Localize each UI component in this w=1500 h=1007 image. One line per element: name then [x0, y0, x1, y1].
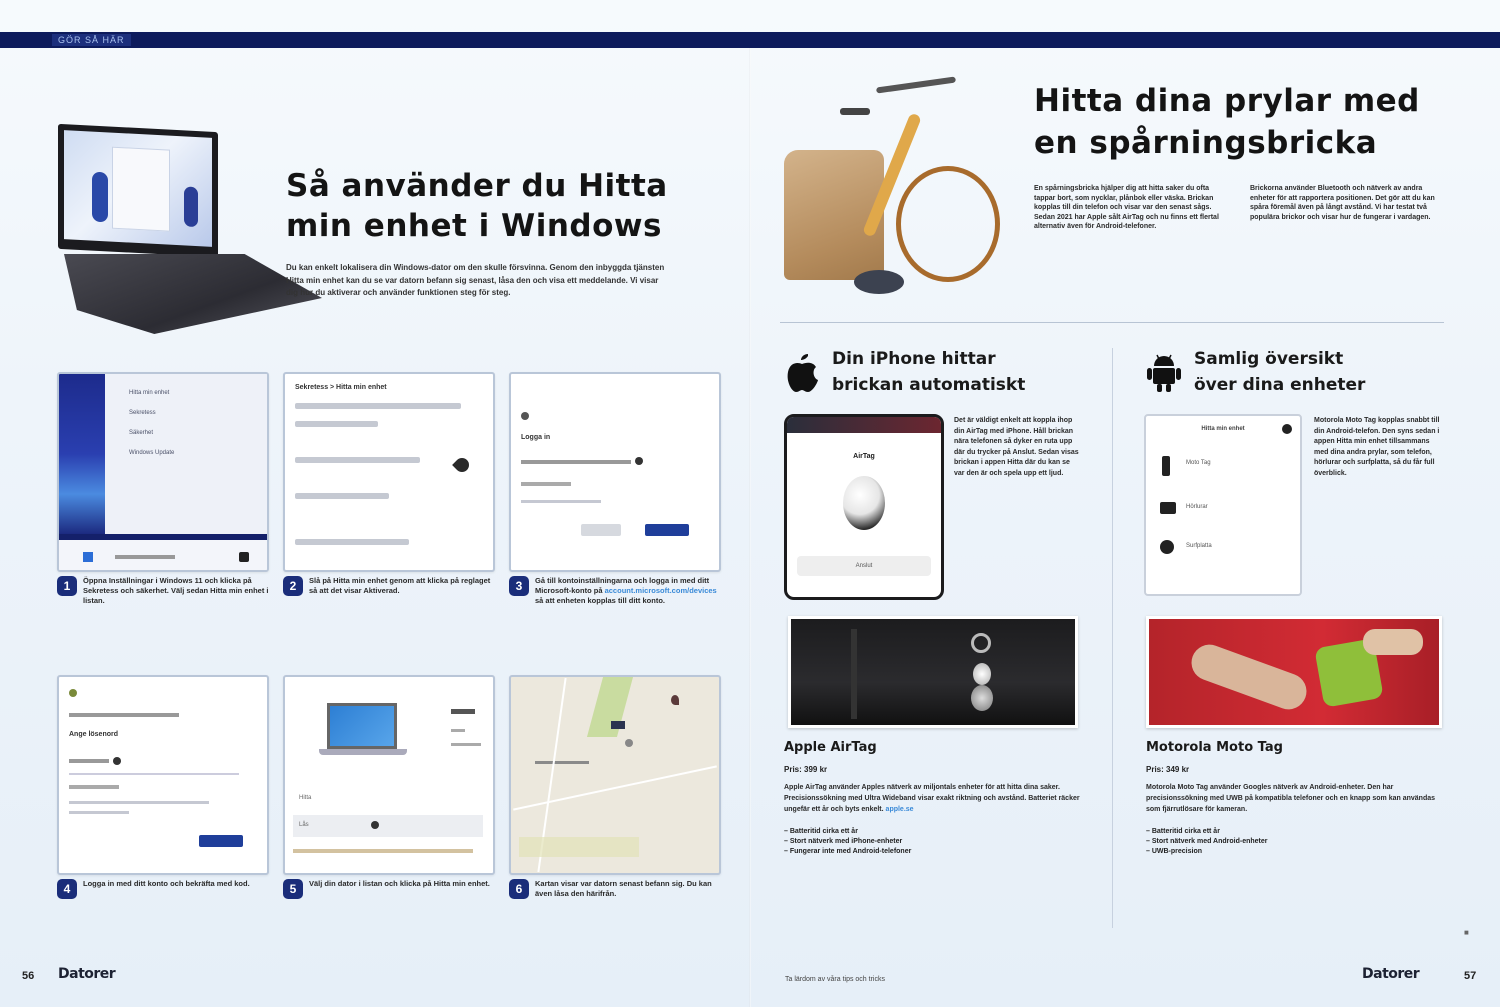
step-1-caption	[57, 576, 269, 606]
apple-airtag-product	[784, 740, 1084, 857]
product-price: Pris: 399 kr	[784, 765, 828, 774]
step-caption-text: Kartan visar var datorn senast befann sig. Du kan även låsa den härifrån.	[535, 879, 712, 898]
step-4-caption	[57, 879, 269, 899]
step-5-screenshot	[283, 675, 495, 875]
product-description: Motorola Moto Tag använder Googles nätverk av Android-enheter. Den har precisionssökning med UWB på kompatibla telefoner och en knapp som kan användas som fjärrutlösare för kameran.	[1146, 784, 1436, 813]
step-number-badge: 3	[509, 576, 529, 596]
step-3-screenshot	[509, 372, 721, 572]
step-caption-text: Öppna Inställningar i Windows 11 och klicka på Sekretess och säkerhet. Välj sedan Hitta min enhet i listan.	[83, 576, 269, 605]
step-caption-text: Välj din dator i listan och klicka på Hitta min enhet.	[309, 879, 490, 888]
spec-item: – Stort nätverk med Android-enheter	[1146, 837, 1446, 847]
heading-line-2: över dina enheter	[1194, 375, 1366, 395]
spec-item: – Batteritid cirka ett år	[1146, 827, 1446, 837]
spec-item: – Fungerar inte med Android-telefoner	[784, 847, 1084, 857]
product-specs-list	[1146, 827, 1446, 857]
step-number-badge: 2	[283, 576, 303, 596]
right-intro-columns	[1034, 184, 1444, 232]
step-6-caption	[509, 879, 721, 899]
product-specs-list	[784, 827, 1084, 857]
airtag-on-bag-photo	[788, 616, 1078, 728]
section-tag: GÖR SÅ HÄR	[52, 34, 131, 46]
phone-header: Hitta min enhet	[1201, 426, 1245, 432]
horizontal-divider	[780, 322, 1444, 323]
step-2	[283, 372, 495, 596]
bicycle-and-bag-image	[776, 70, 1006, 310]
step-5	[283, 675, 495, 899]
find-my-device-screenshot	[1144, 414, 1302, 596]
step-2-screenshot	[283, 372, 495, 572]
page-spine	[749, 48, 751, 1007]
heading-line-1: Din iPhone hittar	[832, 349, 996, 369]
apple-section-heading	[784, 346, 1025, 398]
moto-tag-photo	[1146, 616, 1442, 728]
footer-tagline: Ta lärdom av våra tips och tricks	[785, 976, 885, 983]
laptop-image	[52, 124, 322, 344]
mock-item: Hitta min enhet	[129, 390, 170, 396]
mock-header: Sekretess > Hitta min enhet	[295, 384, 387, 391]
airtag-pairing-screenshot	[784, 414, 944, 600]
mock-signin-button	[199, 835, 243, 847]
phone-connect-button: Anslut	[797, 556, 931, 576]
device-list-item: Moto Tag	[1186, 460, 1211, 466]
android-section-heading	[1146, 346, 1365, 398]
product-name: Apple AirTag	[784, 740, 877, 755]
step-caption-link[interactable]: account.microsoft.com/devices	[604, 586, 717, 595]
apple-icon	[784, 350, 820, 394]
right-page-title: Hitta dina prylar med en spårningsbricka	[1034, 83, 1420, 161]
step-number-badge: 4	[57, 879, 77, 899]
step-6	[509, 675, 721, 899]
end-mark: ■	[1464, 928, 1469, 937]
android-side-text: Motorola Moto Tag kopplas snabbt till din Android-telefon. Den syns sedan i appen Hitta min enhet tillsammans med dina andra prylar, som telefon, hörlurar och surfplatta, så du får full överblick.	[1314, 417, 1440, 477]
step-caption-text: Logga in med ditt konto och bekräfta med kod.	[83, 879, 250, 888]
intro-column-1: En spårningsbricka hjälper dig att hitta saker du ofta tappar bort, som nycklar, plånbok eller väska. Brickan kopplas till din telefon och visar var den senast sågs. Sedan 2021 har Apple sålt AirTag och nu finns ett flertal alternativ även för Android-telefoner.	[1034, 185, 1219, 230]
spec-item: – UWB-precision	[1146, 847, 1446, 857]
step-1-screenshot	[57, 372, 269, 572]
step-number-badge: 5	[283, 879, 303, 899]
step-caption-text: så att enheten kopplas till ditt konto.	[535, 596, 666, 605]
apple-side-text: Det är väldigt enkelt att koppla ihop din AirTag med iPhone. Håll brickan nära telefonen så dyker en ruta upp där du trycker på Anslut. Sedan visas brickan i appen Hitta där du kan se var den är och spela upp ett ljud.	[954, 417, 1079, 477]
step-3	[509, 372, 721, 606]
android-icon	[1146, 350, 1182, 394]
heading-line-1: Samlig översikt	[1194, 349, 1344, 369]
moto-tag-product	[1146, 740, 1446, 857]
product-link[interactable]: apple.se	[885, 806, 914, 813]
step-4	[57, 675, 269, 899]
step-2-caption	[283, 576, 495, 596]
device-list-item: Hörlurar	[1186, 504, 1208, 510]
step-number-badge: 1	[57, 576, 77, 596]
step-number-badge: 6	[509, 879, 529, 899]
page-number-right: 57	[1464, 970, 1477, 982]
device-list-item: Surfplatta	[1186, 543, 1212, 549]
step-caption-text: Gå till kontoinställningarna och logga in med ditt Microsoft-konto på	[535, 576, 710, 595]
brand-logo-left: Datorer	[58, 966, 116, 982]
step-4-screenshot	[57, 675, 269, 875]
mock-item: Säkerhet	[129, 430, 154, 436]
left-page-title: Så använder du Hitta min enhet i Windows	[286, 168, 668, 244]
product-name: Motorola Moto Tag	[1146, 740, 1283, 755]
left-page-intro: Du kan enkelt lokalisera din Windows-dator om den skulle försvinna. Genom den inbyggda tjänsten Hitta min enhet kan du se var datorn befann sig senast, låsa den och visa ett meddelande. Vi visar dig hur du aktiverar och använder funktionen steg för steg.	[286, 263, 665, 297]
step-6-map-screenshot	[509, 675, 721, 875]
mock-item: Sekretess	[129, 410, 156, 416]
step-1	[57, 372, 269, 606]
intro-column-2: Brickorna använder Bluetooth och nätverk av andra enheter för att rapportera positionen. Det gör att du kan spåra föremål även på långt avstånd. Vi har testat två populära brickor och visar hur de fungerar i vardagen.	[1250, 185, 1435, 221]
product-price: Pris: 349 kr	[1146, 765, 1190, 774]
mock-back-button	[581, 524, 621, 536]
spec-item: – Batteritid cirka ett år	[784, 827, 1084, 837]
step-3-caption	[509, 576, 721, 606]
section-header-bar	[0, 32, 1500, 48]
mock-lock-item: Lås	[299, 822, 309, 828]
column-divider	[1112, 348, 1113, 928]
mock-heading: Ange lösenord	[69, 731, 119, 738]
product-description: Apple AirTag använder Apples nätverk av miljontals enheter för att hitta dina saker. Precisionssökning med Ultra Wideband visar exakt riktning och avstånd. Batteriet räcker ungefär ett år och byts enkelt.	[784, 784, 1080, 813]
step-5-caption	[283, 879, 495, 899]
spec-item: – Stort nätverk med iPhone-enheter	[784, 837, 1084, 847]
phone-airtag-label: AirTag	[853, 453, 875, 460]
brand-logo-right: Datorer	[1362, 966, 1420, 982]
page-number-left: 56	[22, 970, 35, 982]
mock-heading: Logga in	[521, 434, 551, 441]
mock-find-item: Hitta	[299, 795, 312, 801]
mock-next-button	[645, 524, 689, 536]
heading-line-2: brickan automatiskt	[832, 375, 1026, 395]
step-caption-text: Slå på Hitta min enhet genom att klicka på reglaget så att det visar Aktiverad.	[309, 576, 491, 595]
mock-item: Windows Update	[129, 450, 175, 456]
